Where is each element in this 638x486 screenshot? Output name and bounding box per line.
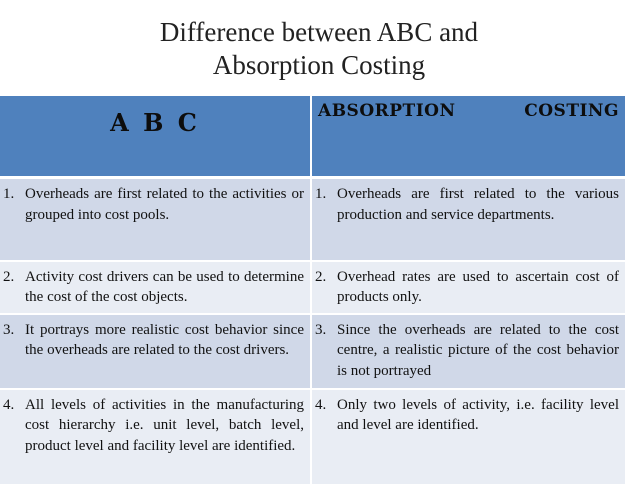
item-text: All levels of activities in the manufacturing cost hierarchy i.e. unit level, batch level, product level and facility level are identified. [25, 396, 304, 454]
comparison-table [0, 96, 627, 486]
slide-title [0, 16, 638, 82]
slide-title-line-2: Absorption Costing [212, 50, 426, 80]
table-row [0, 261, 626, 314]
header-absorption-word: ABSORPTION [318, 101, 456, 121]
item-text: Overheads are first related to the activities or grouped into cost pools. [25, 186, 304, 223]
slide-title-line-1: Difference between ABC and [159, 17, 479, 47]
item-text: Only two levels of activity, i.e. facility level and level are identified. [337, 396, 619, 433]
cell-abc [0, 261, 311, 314]
item-number: 1. [315, 186, 327, 202]
table-row [0, 178, 626, 261]
item-text: It portrays more realistic cost behavior since the overheads are related to the cost drivers. [25, 321, 304, 358]
cell-absorption [311, 178, 626, 261]
item-number: 3. [3, 321, 15, 338]
item-number: 2. [315, 268, 327, 285]
item-text: Since the overheads are related to the cost centre, a realistic picture of the cost behavior is not portrayed [337, 321, 619, 379]
cell-abc [0, 389, 311, 485]
cell-absorption [311, 261, 626, 314]
item-text: Overheads are first related to the various production and service departments. [337, 186, 619, 223]
item-number: 4. [3, 396, 15, 413]
table-row [0, 389, 626, 485]
header-abc: A B C [0, 96, 311, 178]
item-text: Activity cost drivers can be used to determine the cost of the cost objects. [25, 268, 304, 305]
item-number: 1. [3, 186, 15, 202]
item-number: 4. [315, 396, 327, 413]
item-number: 2. [3, 268, 15, 285]
cell-abc [0, 314, 311, 389]
cell-absorption [311, 389, 626, 485]
cell-absorption [311, 314, 626, 389]
item-number: 3. [315, 321, 327, 338]
header-costing-word: COSTING [524, 101, 619, 121]
item-text: Overhead rates are used to ascertain cost of products only. [337, 268, 619, 305]
cell-abc [0, 178, 311, 261]
table-row [0, 314, 626, 389]
header-absorption-costing [311, 96, 626, 178]
table-header-row [0, 96, 626, 178]
